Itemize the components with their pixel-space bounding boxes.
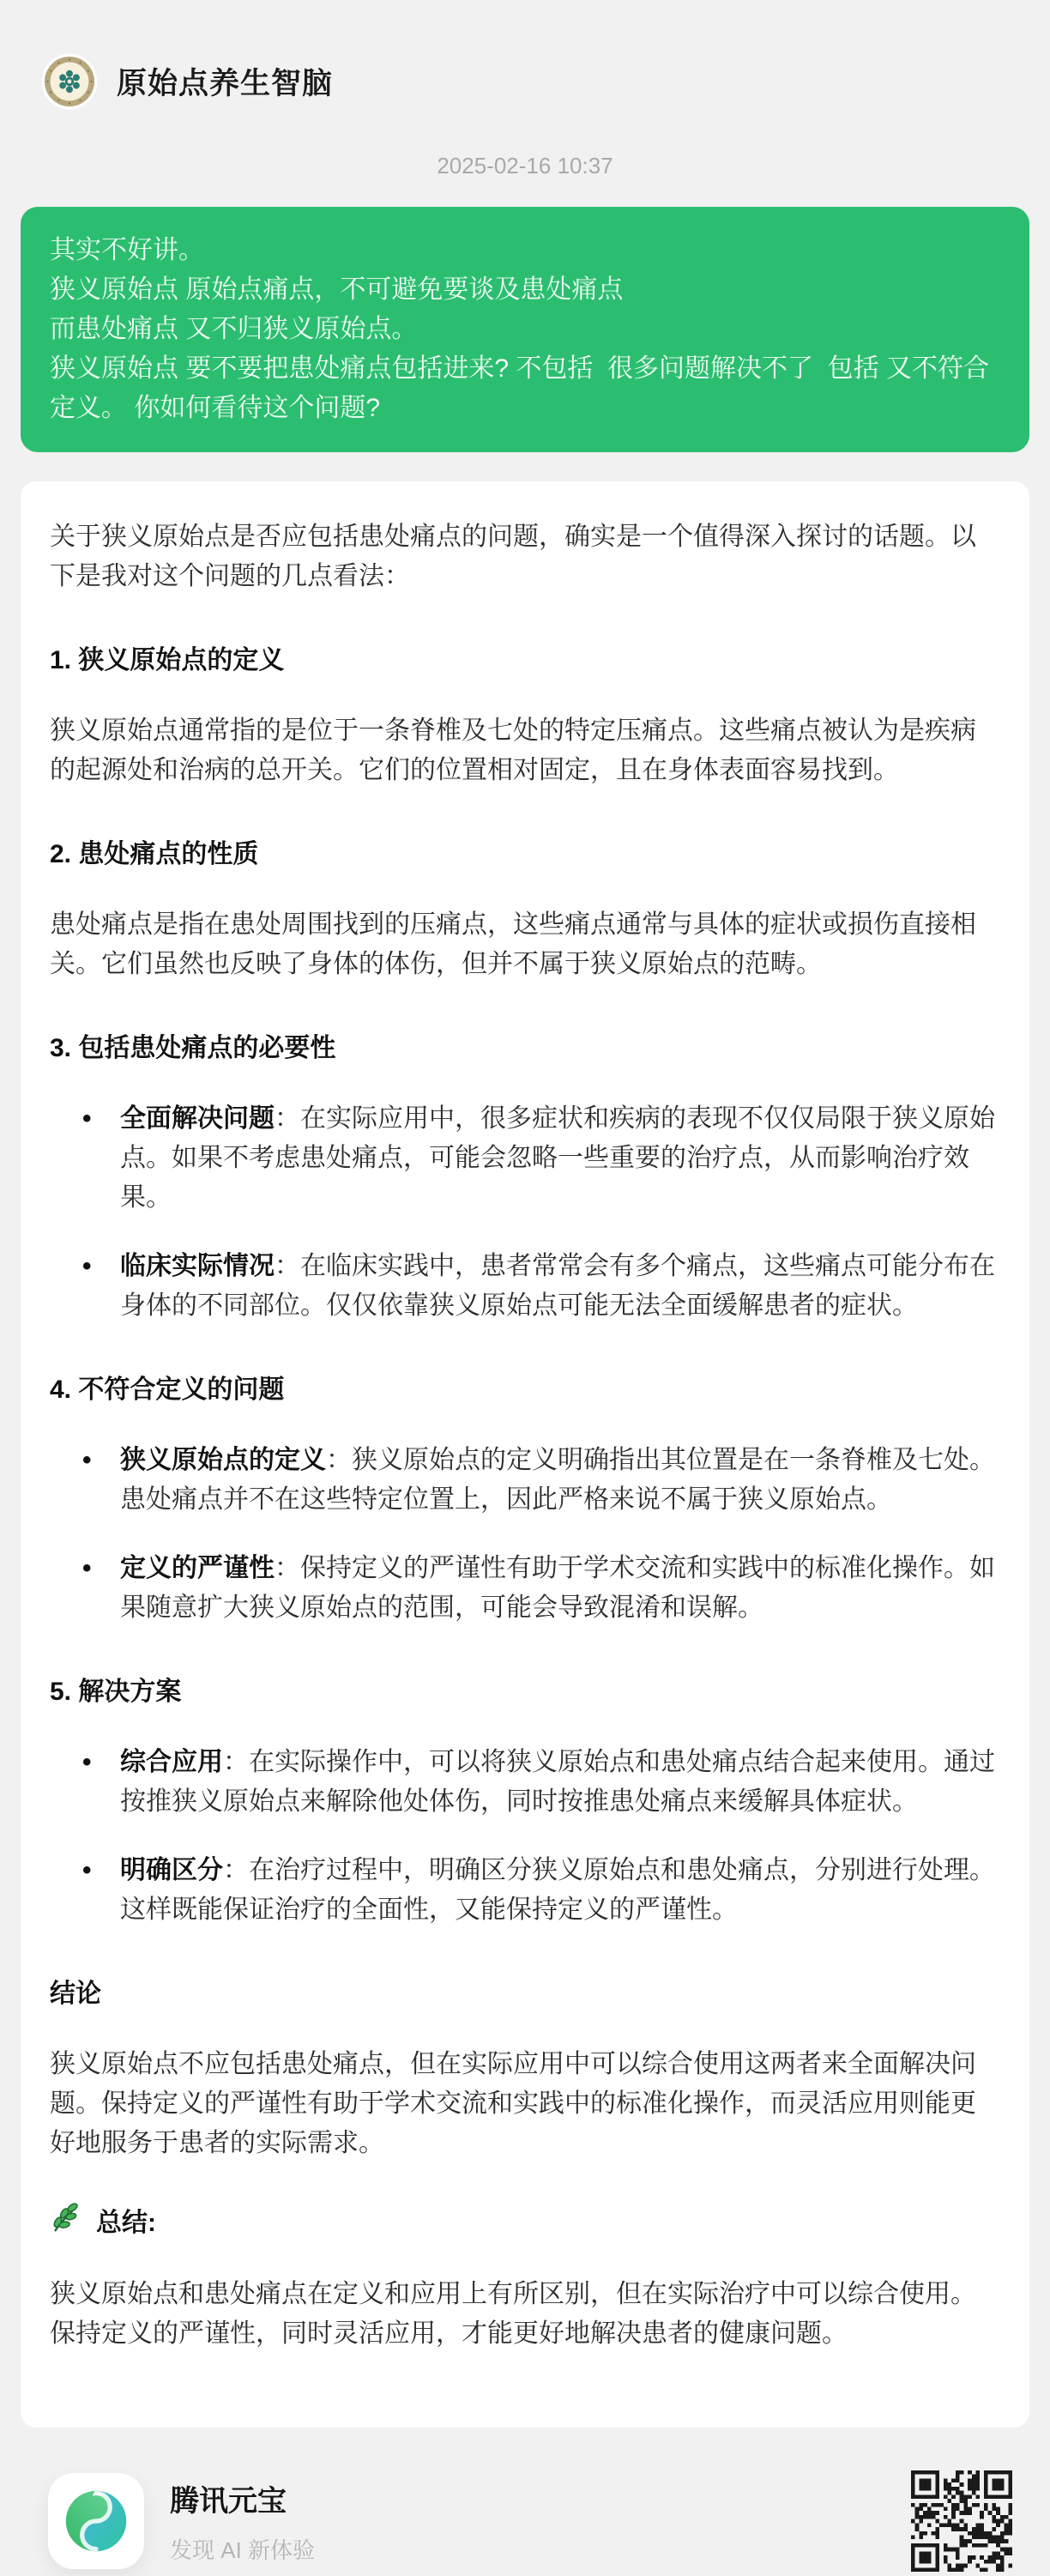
assistant-message-card (21, 481, 1029, 2428)
yuanbao-app-icon[interactable] (48, 2473, 144, 2569)
section-paragraph: 患处痛点是指在患处周围找到的压痛点，这些痛点通常与具体的症状或损伤直接相关。它们虽然也反映了身体的体伤，但并不属于狭义原始点的范畴。 (50, 910, 976, 978)
user-message-line: 狭义原始点 要不要把患处痛点包括进来? 不包括 很多问题解决不了 包括 又不符合定义。 你如何看待这个问题? (50, 354, 990, 422)
bullet-text: 全面解决问题：在实际应用中，很多症状和疾病的表现不仅仅局限于狭义原始点。如果不考虑患处痛点，可能会忽略一些重要的治疗点，从而影响治疗效果。 (120, 1104, 995, 1212)
bullet-dot: • (82, 1748, 92, 1776)
bullet-text: 临床实际情况：在临床实践中，患者常常会有多个痛点，这些痛点可能分布在身体的不同部位。仅仅依靠狭义原始点可能无法全面缓解患者的症状。 (120, 1252, 995, 1320)
section-heading: 结论 (50, 1980, 101, 2008)
assistant-sections (50, 641, 1000, 2163)
message-timestamp: 2025-02-16 10:37 (437, 153, 613, 178)
section-heading: 2. 患处痛点的性质 (50, 840, 259, 868)
section-heading: 3. 包括患处痛点的必要性 (50, 1034, 336, 1062)
page-title: 原始点养生智脑 (117, 67, 334, 100)
bullet-item (50, 1743, 1000, 1822)
bullet-dot: • (82, 1856, 92, 1884)
footer-texts (170, 2477, 315, 2565)
section-paragraph: 狭义原始点不应包括患处痛点，但在实际应用中可以综合使用这两者来全面解决问题。保持定义的严谨性有助于学术交流和实践中的标准化操作，而灵活应用则能更好地服务于患者的实际需求。 (50, 2050, 976, 2157)
bullet-text: 狭义原始点的定义：狭义原始点的定义明确指出其位置是在一条脊椎及七处。患处痛点并不在这些特定位置上，因此严格来说不属于狭义原始点。 (120, 1446, 995, 1514)
section-heading: 5. 解决方案 (50, 1678, 182, 1706)
qr-code (911, 2470, 1012, 2572)
origin-point-seal-logo-icon (41, 53, 98, 110)
bullet-item (50, 1851, 1000, 1930)
bullet-dot: • (82, 1252, 92, 1280)
summary-label: 总结: (96, 2209, 156, 2237)
bullet-item (50, 1099, 1000, 1218)
app-name: 腾讯元宝 (170, 2485, 287, 2518)
section-heading: 4. 不符合定义的问题 (50, 1376, 285, 1404)
user-message-line: 狭义原始点 原始点痛点，不可避免要谈及患处痛点 (50, 275, 624, 304)
bullet-dot: • (82, 1104, 92, 1133)
bullet-item (50, 1549, 1000, 1628)
bullet-item (50, 1247, 1000, 1326)
assistant-intro: 关于狭义原始点是否应包括患处痛点的问题，确实是一个值得深入探讨的话题。以下是我对这个问题的几点看法： (50, 523, 976, 590)
section-paragraph: 狭义原始点通常指的是位于一条脊椎及七处的特定压痛点。这些痛点被认为是疾病的起源处和治病的总开关。它们的位置相对固定，且在身体表面容易找到。 (50, 717, 976, 784)
summary-text: 狭义原始点和患处痛点在定义和应用上有所区别，但在实际治疗中可以综合使用。保持定义的严谨性，同时灵活应用，才能更好地解决患者的健康问题。 (50, 2280, 976, 2348)
leaf-icon (50, 2201, 82, 2246)
bullet-text: 综合应用：在实际操作中，可以将狭义原始点和患处痛点结合起来使用。通过按推狭义原始点来解除他处体伤，同时按推患处痛点来缓解具体症状。 (120, 1748, 995, 1816)
app-tagline: 发现 AI 新体验 (170, 2537, 316, 2563)
bullet-dot: • (82, 1446, 92, 1474)
user-message-line: 而患处痛点 又不归狭义原始点。 (50, 315, 418, 343)
user-message-bubble (21, 207, 1029, 452)
bullet-item (50, 1441, 1000, 1520)
user-message-line: 其实不好讲。 (50, 236, 204, 264)
bullet-dot: • (82, 1554, 92, 1582)
chat-header (0, 0, 1050, 110)
bullet-text: 定义的严谨性：保持定义的严谨性有助于学术交流和实践中的标准化操作。如果随意扩大狭义原始点的范围，可能会导致混淆和误解。 (120, 1554, 995, 1622)
bullet-text: 明确区分：在治疗过程中，明确区分狭义原始点和患处痛点，分别进行处理。这样既能保证治疗的全面性，又能保持定义的严谨性。 (120, 1856, 995, 1924)
app-promo-banner[interactable] (48, 2470, 1012, 2572)
section-heading: 1. 狭义原始点的定义 (50, 646, 285, 674)
summary-row (50, 2201, 1000, 2246)
